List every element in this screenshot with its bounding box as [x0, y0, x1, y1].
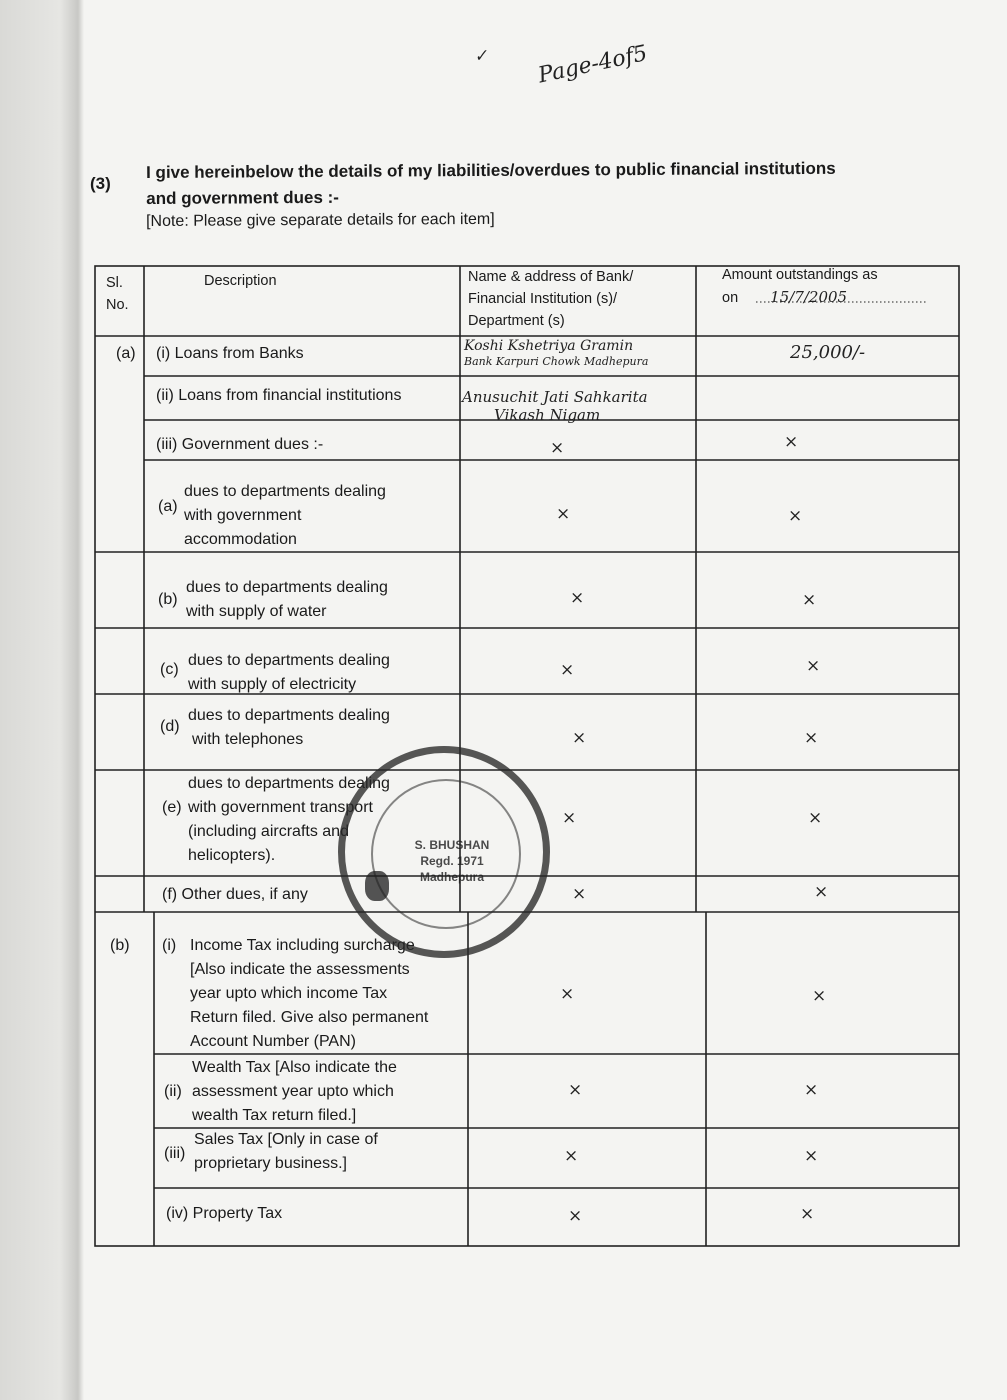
row-wealth-tax-marker: (ii) [164, 1083, 182, 1100]
row-transport-amount: × [808, 808, 823, 828]
row-water-marker: (b) [158, 591, 178, 608]
row-electricity-label: dues to departments dealing with supply of electricity [188, 652, 390, 693]
row-electricity-marker: (c) [160, 661, 179, 678]
row-water-bank: × [570, 588, 585, 608]
row-property-tax-label: (iv) Property Tax [166, 1205, 283, 1222]
group-a-marker: (a) [116, 345, 136, 362]
row-loans-fi-label: (ii) Loans from financial institutions [156, 387, 402, 404]
row-transport-marker: (e) [162, 799, 182, 816]
row-income-tax-bank: × [560, 984, 575, 1004]
row-property-tax-bank: × [568, 1206, 583, 1226]
row-telephones-bank: × [572, 728, 587, 748]
row-sales-tax-marker: (iii) [164, 1145, 186, 1162]
row-telephones-marker: (d) [160, 718, 180, 735]
section-heading [146, 155, 956, 212]
heading-line-2: and government dues :- [146, 187, 339, 208]
row-accommodation-marker: (a) [158, 498, 178, 515]
row-electricity-bank: × [560, 660, 575, 680]
official-seal-stamp [338, 746, 550, 958]
row-other-amount: × [814, 882, 829, 902]
header-amount-date: 15/7/2005 [770, 288, 848, 306]
header-description: Description [204, 273, 277, 289]
row-transport-label: dues to departments dealing with government transport (including aircrafts and helicopters). [188, 775, 390, 864]
row-loans-fi-bank: Anusuchit Jati Sahkarita Vikash Nigam [462, 388, 648, 424]
row-other-bank: × [572, 884, 587, 904]
row-accommodation-amount: × [788, 506, 803, 526]
row-water-amount: × [802, 590, 817, 610]
row-sales-tax-amount: × [804, 1146, 819, 1166]
liabilities-table [94, 262, 960, 1248]
heading-line-1: I give hereinbelow the details of my liabilities/overdues to public financial institutions [146, 158, 836, 182]
row-transport-bank: × [562, 808, 577, 828]
row-telephones-label: dues to departments dealing with telephones [188, 707, 390, 748]
header-amount: Amount outstandings as on 15/7/2005 [722, 264, 878, 309]
row-other-label: (f) Other dues, if any [162, 886, 308, 903]
header-bank: Name & address of Bank/ Financial Institution (s)/ Department (s) [468, 269, 634, 329]
header-sl-no: Sl. No. [106, 275, 129, 313]
tick-mark: ✓ [472, 45, 489, 66]
page-marker: Page-4of5 [536, 40, 650, 89]
row-sales-tax-label: Sales Tax [Only in case of proprietary business.] [194, 1131, 378, 1172]
row-gov-dues-amount: × [784, 432, 799, 452]
row-property-tax-amount: × [800, 1204, 815, 1224]
row-sales-tax-bank: × [564, 1146, 579, 1166]
row-gov-dues-bank: × [550, 438, 565, 458]
row-telephones-amount: × [804, 728, 819, 748]
row-accommodation-label: dues to departments dealing with government accommodation [184, 483, 386, 548]
row-income-tax-amount: × [812, 986, 827, 1006]
row-accommodation-bank: × [556, 504, 571, 524]
row-water-label: dues to departments dealing with supply of water [186, 579, 388, 620]
seal-text: S. BHUSHAN Regd. 1971 Madhepura [414, 838, 490, 884]
group-b-marker: (b) [110, 937, 130, 954]
row-loans-banks-label: (i) Loans from Banks [156, 345, 304, 362]
row-electricity-amount: × [806, 656, 821, 676]
scanned-page-edge [0, 0, 84, 1400]
section-note: [Note: Please give separate details for each item] [146, 210, 495, 230]
row-gov-dues-label: (iii) Government dues :- [156, 436, 324, 453]
row-wealth-tax-label: Wealth Tax [Also indicate the assessment year upto which wealth Tax return filed.] [192, 1059, 397, 1124]
row-income-tax-label: Income Tax including surcharge [Also indicate the assessments year upto which income Tax Return filed. Give also permanent Account Number (PAN) [190, 937, 429, 1050]
row-income-tax-marker: (i) [162, 937, 177, 954]
header-amount-date-line: on 15/7/2005 [722, 288, 848, 306]
row-loans-banks-amount: 25,000/- [790, 342, 866, 363]
section-number: (3) [90, 174, 111, 193]
row-wealth-tax-bank: × [568, 1080, 583, 1100]
seal-ink-blot [365, 871, 389, 901]
row-wealth-tax-amount: × [804, 1080, 819, 1100]
row-loans-banks-bank: Koshi Kshetriya Gramin Bank Karpuri Chowk Madhepura [464, 338, 649, 368]
